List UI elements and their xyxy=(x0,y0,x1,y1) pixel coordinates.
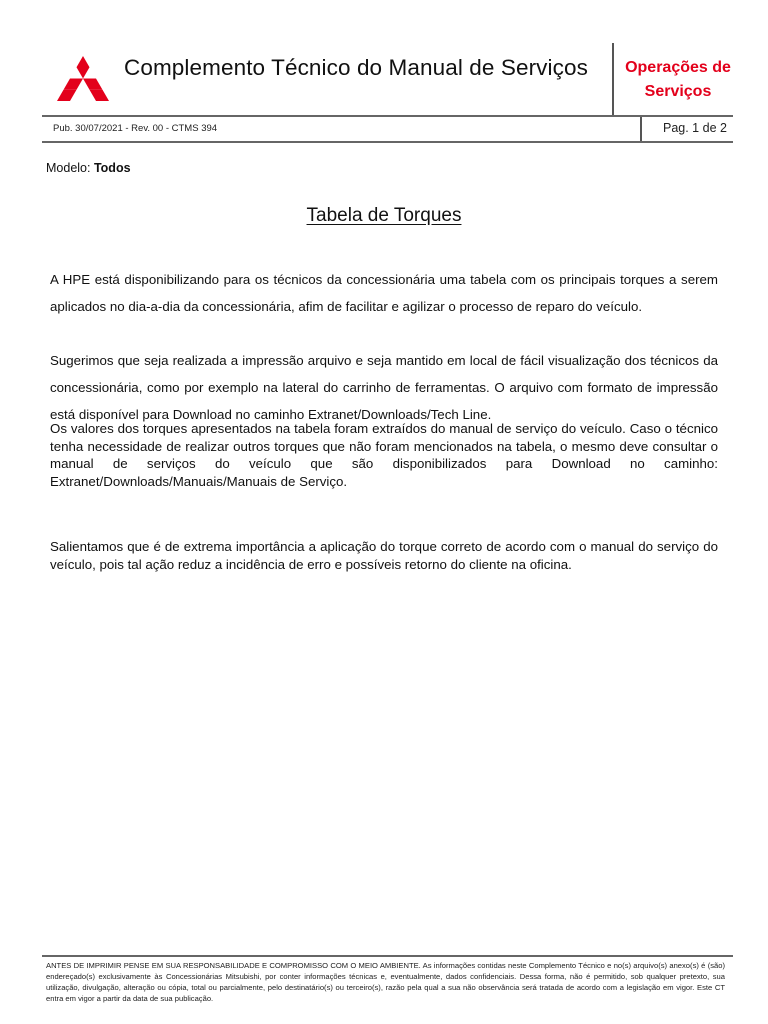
header-rule-bottom xyxy=(42,141,733,143)
paragraph-print-suggestion: Sugerimos que seja realizada a impressão arquivo e seja mantido em local de fácil visualização dos técnicos da concessionária, como por exemplo na lateral do carrinho de ferramentas. O arquivo com formato de impressão está disponível para Download no caminho Extranet/Downloads/Tech Line. xyxy=(50,353,718,422)
model-value: Todos xyxy=(93,161,131,175)
mitsubishi-logo-icon xyxy=(50,50,116,106)
footer-disclaimer: ANTES DE IMPRIMIR PENSE EM SUA RESPONSABILIDADE E COMPROMISSO COM O MEIO AMBIENTE. As informações contidas neste Complemento Técnico e no(s) arquivo(s) anexo(s) é (são) endereçado(s) exclusivamente às Concessionárias Mitsubishi, por conter informações técnicas e, eventualmente, dados confidenciais. Dessa forma, não é permitido, sob qualquer pretexto, sua utilização, divulgação, alteração ou cópia, total ou parcialmente, pelo destinatário(s) ou terceiro(s), razão pela qual a sua não observância será tratada de acordo com a legislação em vigor. Este CT entra em vigor a partir da data de sua publicação. xyxy=(46,961,725,1003)
operations-title-line1: Operações de xyxy=(625,59,731,76)
paragraph-intro: A HPE está disponibilizando para os técnicos da concessionária uma tabela com os principais torques a serem aplicados no dia-a-dia da concessionária, afim de facilitar e agilizar o processo de reparo do veículo. xyxy=(50,272,718,314)
document-title: Tabela de Torques xyxy=(306,205,462,226)
header-title: Complemento Técnico do Manual de Serviços xyxy=(124,55,588,80)
footer-rule xyxy=(42,955,733,957)
operations-title-line2: Serviços xyxy=(644,83,712,100)
operations-title xyxy=(614,56,742,104)
publication-info: Pub. 30/07/2021 - Rev. 00 - CTMS 394 xyxy=(53,123,218,134)
paragraph-importance: Salientamos que é de extrema importância a aplicação do torque correto de acordo com o manual do serviço do veículo, pois tal ação reduz a incidência de erro e possíveis retorno do cliente na oficina. xyxy=(50,539,718,572)
model-line xyxy=(46,161,131,175)
page-number: Pag. 1 de 2 xyxy=(663,121,727,135)
paragraph-torque-values: Os valores dos torques apresentados na tabela foram extraídos do manual de serviço do veículo. Caso o técnico tenha necessidade de realizar outros torques que não foram mencionados na tabela, o mesmo deve consultar o manual de serviços do veículo que são disponibilizados para Download no caminho: Extranet/Downloads/Manuais/Manuais de Serviço. xyxy=(50,421,718,489)
model-label: Modelo: xyxy=(46,161,91,175)
document-title-wrap xyxy=(0,205,768,227)
header-rule-top xyxy=(42,115,733,117)
page-info-divider xyxy=(640,117,642,142)
